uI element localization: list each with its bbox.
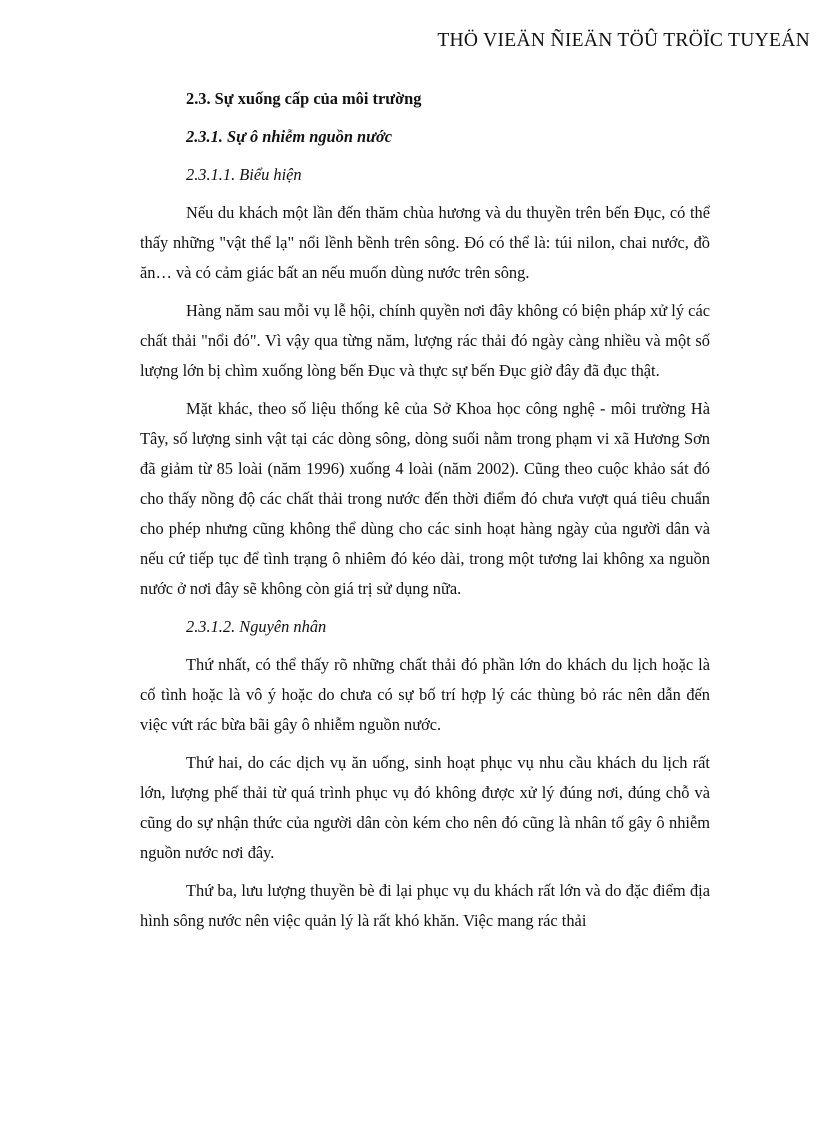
paragraph: Mặt khác, theo số liệu thống kê của Sở Khoa học công nghệ - môi trường Hà Tây, số lượng sinh vật tại các dòng sông, dòng suối nằm trong phạm vi xã Hương Sơn đã giảm từ 85 loài (năm 1996) xuống 4 loài (năm 2002). Cũng theo cuộc khảo sát đó cho thấy nồng độ các chất thải trong nước đến thời điểm đó chưa vượt quá tiêu chuẩn cho phép nhưng cũng không thể dùng cho các sinh hoạt hàng ngày của người dân và nếu cứ tiếp tục để tình trạng ô nhiêm đó kéo dài, trong một tương lai không xa nguồn nước ở nơi đây sẽ không còn giá trị sử dụng nữa.	[140, 399, 710, 598]
document-body	[140, 84, 710, 944]
subsection-heading: 2.3.1. Sự ô nhiễm nguồn nước	[186, 127, 393, 146]
paragraph: Thứ ba, lưu lượng thuyền bè đi lại phục vụ du khách rất lớn và do đặc điểm địa hình sông nước nên việc quản lý là rất khó khăn. Việc mang rác thải	[140, 881, 710, 930]
running-header: THÖ VIEÄN ÑIEÄN TÖÛ TRÖÏC TUYEÁN	[437, 30, 810, 51]
paragraph: Thứ hai, do các dịch vụ ăn uống, sinh hoạt phục vụ nhu cầu khách du lịch rất lớn, lượng phế thải từ quá trình phục vụ đó không được xử lý đúng nơi, đúng chỗ và cũng do sự nhận thức của người dân còn kém cho nên đó cũng là nhân tố gây ô nhiễm nguồn nước nơi đây.	[140, 753, 710, 862]
paragraph: Thứ nhất, có thể thấy rõ những chất thải đó phần lớn do khách du lịch hoặc là cố tình hoặc là vô ý hoặc do chưa có sự bố trí hợp lý các thùng bỏ rác nên dẫn đến việc vứt rác bừa bãi gây ô nhiễm nguồn nước.	[140, 655, 710, 734]
section-heading: 2.3. Sự xuống cấp của môi trường	[186, 89, 422, 108]
subsubsection-heading-nguyen-nhan: 2.3.1.2. Nguyên nhân	[186, 617, 327, 636]
subsubsection-heading-bieu-hien: 2.3.1.1. Biểu hiện	[186, 165, 302, 184]
paragraph: Hàng năm sau mỗi vụ lễ hội, chính quyền nơi đây không có biện pháp xử lý các chất thải "nổi đó". Vì vậy qua từng năm, lượng rác thải đó ngày càng nhiều và một số lượng lớn bị chìm xuống lòng bến Đục và thực sự bến Đục giờ đây đã đục thật.	[140, 301, 710, 380]
paragraph: Nếu du khách một lần đến thăm chùa hương và du thuyền trên bến Đục, có thể thấy những "vật thể lạ" nổi lềnh bềnh trên sông. Đó có thể là: túi nilon, chai nước, đồ ăn… và có cảm giác bất an nếu muốn dùng nước trên sông.	[140, 203, 710, 282]
